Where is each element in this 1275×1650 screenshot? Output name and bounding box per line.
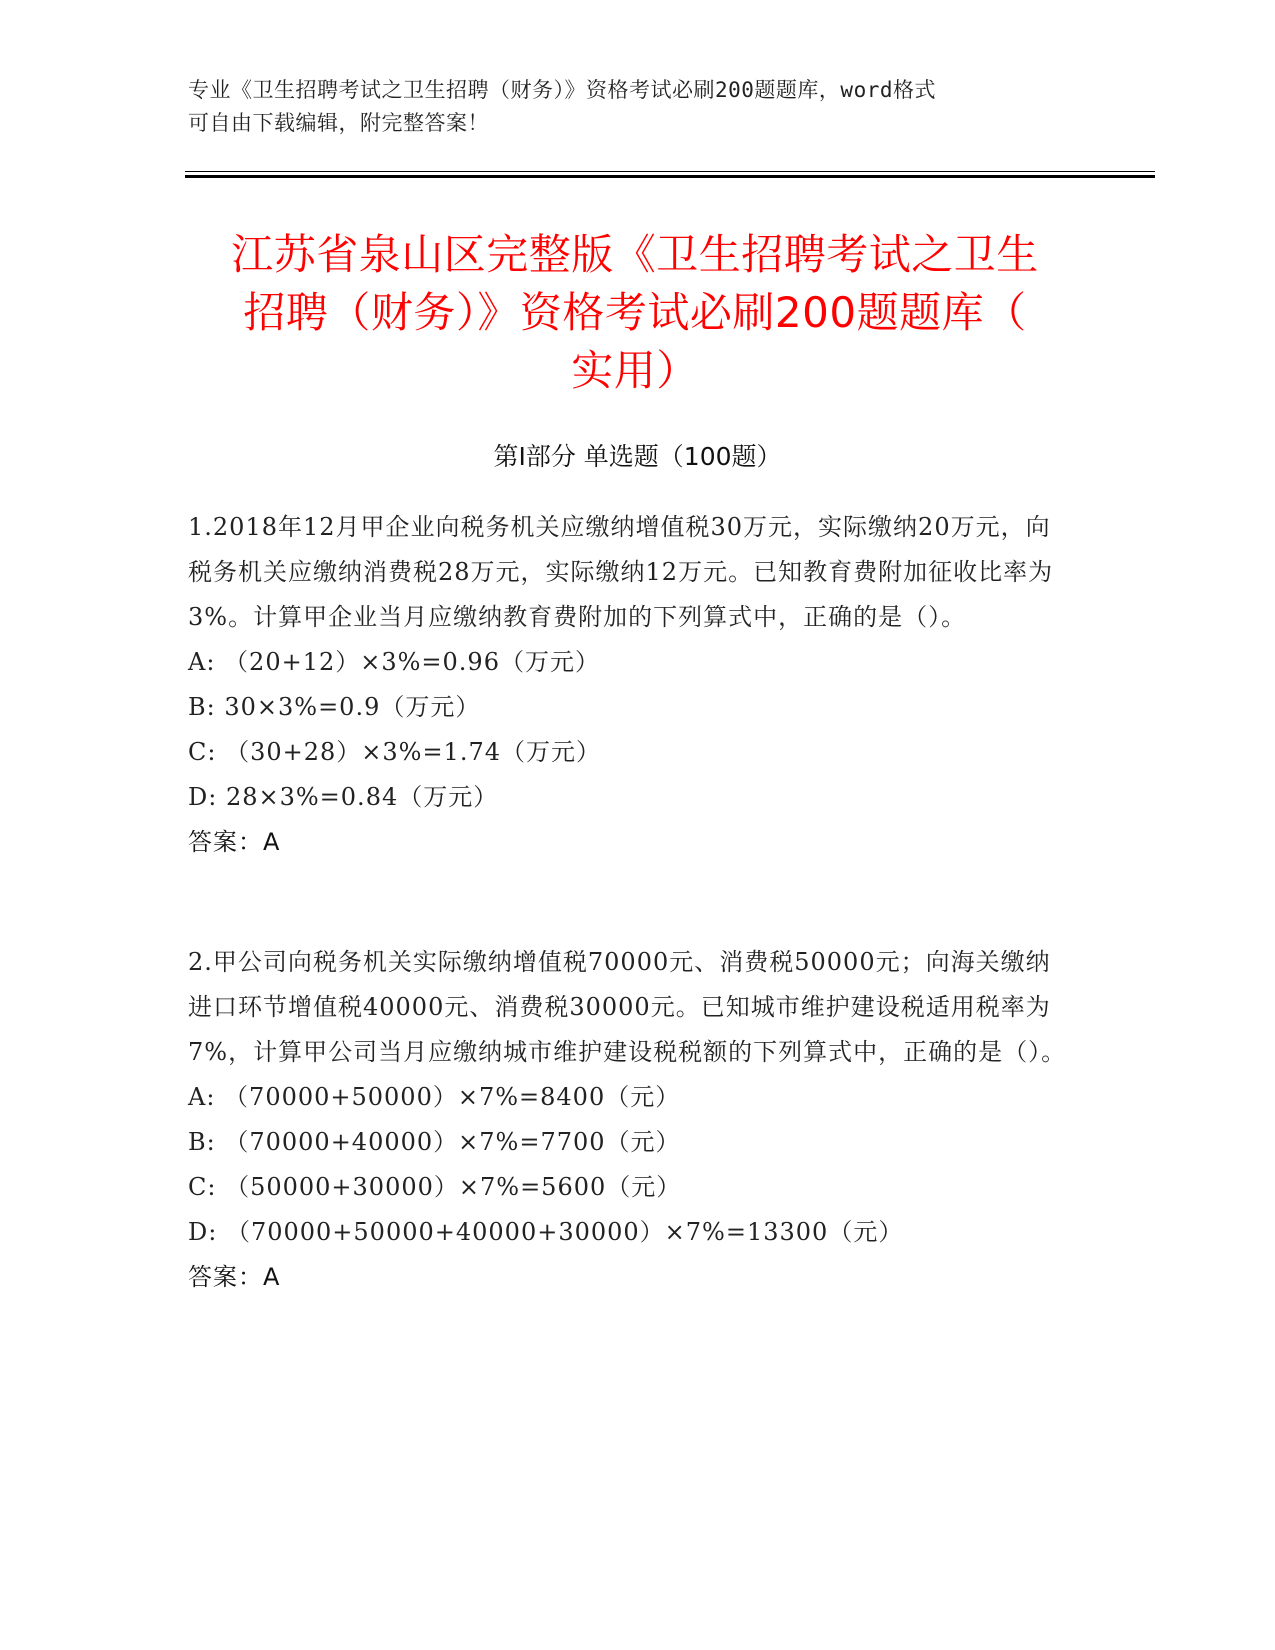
answer-label: 答案：A — [188, 1263, 281, 1291]
option-b: B: （70000+40000）×7%=7700（元） — [188, 1128, 681, 1156]
document-title-line-3: 实用） — [571, 346, 699, 395]
document-title-line-1: 江苏省泉山区完整版《卫生招聘考试之卫生 — [231, 230, 1039, 279]
header-note — [188, 74, 1088, 140]
section-title: 第I部分 单选题（100题） — [493, 442, 782, 471]
answer-label: 答案：A — [188, 828, 281, 856]
header-rule-thin — [185, 171, 1155, 172]
question-2 — [188, 940, 1068, 1300]
header-note-line-1: 专业《卫生招聘考试之卫生招聘（财务）》资格考试必刷200题题库，word格式 — [188, 78, 936, 102]
option-c: C: （50000+30000）×7%=5600（元） — [188, 1173, 682, 1201]
option-a: A: （20+12）×3%=0.96（万元） — [188, 648, 600, 676]
header-note-line-2: 可自由下载编辑，附完整答案！ — [188, 111, 489, 135]
option-d: D: （70000+50000+40000+30000）×7%=13300（元） — [188, 1218, 904, 1246]
header-rule-thick — [185, 175, 1155, 178]
document-title — [190, 226, 1080, 400]
question-stem: 1.2018年12月甲企业向税务机关应缴纳增值税30万元，实际缴纳20万元，向税务机关应缴纳消费税28万元，实际缴纳12万元。已知教育费附加征收比率为3%。计算甲企业当月应缴纳教育费附加的下列算式中，正确的是（）。 — [188, 513, 1054, 631]
option-b: B: 30×3%=0.9（万元） — [188, 693, 481, 721]
question-1 — [188, 505, 1068, 865]
option-c: C: （30+28）×3%=1.74（万元） — [188, 738, 601, 766]
option-a: A: （70000+50000）×7%=8400（元） — [188, 1083, 681, 1111]
option-d: D: 28×3%=0.84（万元） — [188, 783, 499, 811]
document-title-line-2: 招聘（财务）》资格考试必刷200题题库（ — [243, 288, 1027, 337]
question-stem: 2.甲公司向税务机关实际缴纳增值税70000元、消费税50000元；向海关缴纳进口环节增值税40000元、消费税30000元。已知城市维护建设税适用税率为7%，计算甲公司当月应缴纳城市维护建设税税额的下列算式中，正确的是（）。 — [188, 948, 1067, 1066]
